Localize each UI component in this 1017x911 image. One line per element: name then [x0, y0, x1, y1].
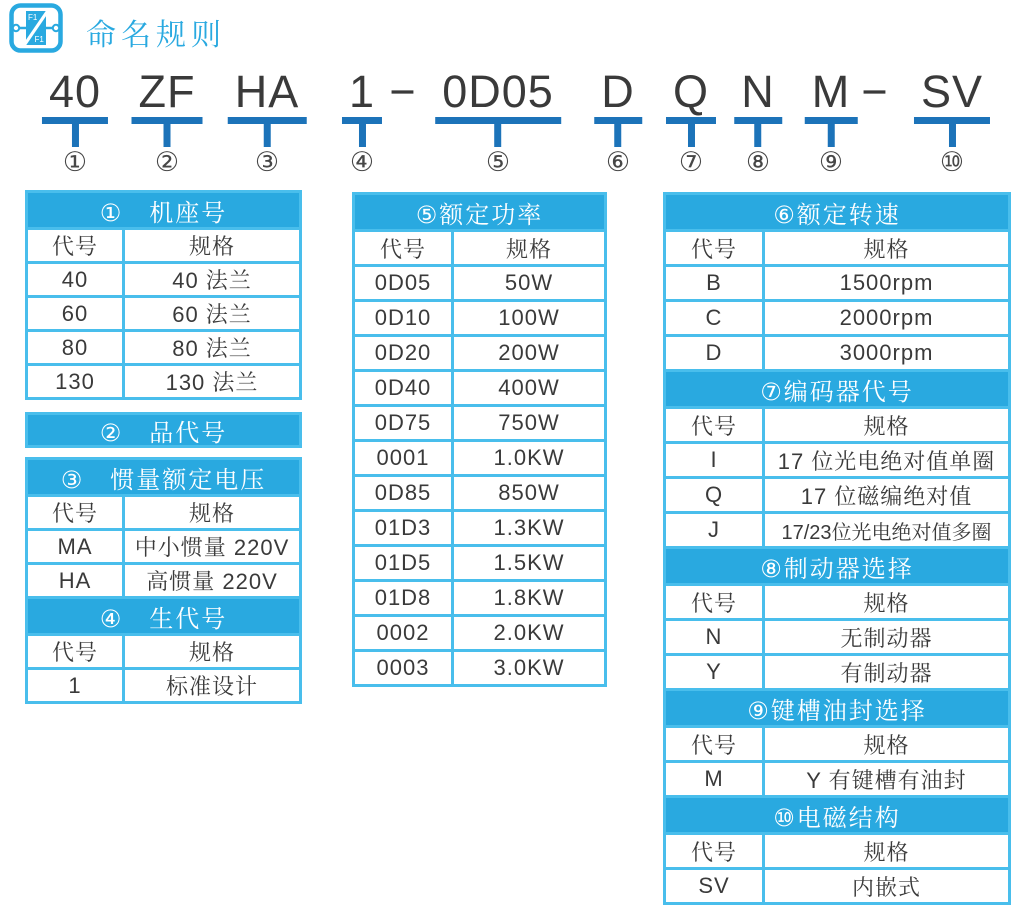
model-segment-text: 1 [348, 66, 376, 117]
table-rated-power [352, 192, 607, 687]
section-title-9: ⑨键槽油封选择 [666, 691, 1008, 725]
circled-number-3: ③ [254, 147, 280, 177]
circled-number-1: ① [62, 147, 88, 177]
underline-stem [687, 124, 694, 147]
underline-bar [228, 117, 307, 124]
cell-code: 0002 [355, 617, 451, 649]
cell-spec: 内嵌式 [765, 870, 1008, 902]
logo-icon [8, 3, 64, 53]
circled-number-8: ⑧ [745, 147, 771, 177]
underline-bar [666, 117, 716, 124]
underline-bar [42, 117, 108, 124]
cell-code: 01D3 [355, 512, 451, 544]
cell-spec: 1.5KW [454, 547, 604, 579]
section-title-7: ⑦编码器代号 [666, 372, 1008, 406]
underline-stem [72, 124, 79, 147]
circled-number-10: ⑩ [939, 147, 965, 177]
circled-number-6: ⑥ [605, 147, 631, 177]
col-header-spec: 规格 [765, 232, 1008, 264]
section-title-4: ④ 生代号 [28, 599, 299, 633]
underline-stem [949, 124, 956, 147]
cell-spec: 无制动器 [765, 621, 1008, 653]
cell-code: J [666, 514, 762, 546]
table-inertia-and-design [25, 457, 302, 704]
col-header-spec: 规格 [454, 232, 604, 264]
right-column [663, 192, 1011, 905]
col-header-code: 代号 [355, 232, 451, 264]
underline-bar [734, 117, 782, 124]
underline-bar [132, 117, 203, 124]
cell-spec: 1.0KW [454, 442, 604, 474]
model-segment-3 [235, 68, 300, 176]
model-dash [861, 68, 888, 116]
cell-spec: 2000rpm [765, 302, 1008, 334]
cell-code: 0D05 [355, 267, 451, 299]
cell-spec: 80 法兰 [125, 332, 299, 363]
cell-code: 01D5 [355, 547, 451, 579]
cell-spec: 有制动器 [765, 656, 1008, 688]
cell-spec: 标准设计 [125, 670, 299, 701]
cell-code: 01D8 [355, 582, 451, 614]
model-segment-text: Q [672, 66, 710, 117]
col-header-code: 代号 [28, 230, 122, 261]
underline-bar [435, 117, 561, 124]
model-segment-9 [812, 68, 851, 176]
page-title: 命名规则 [86, 19, 226, 52]
cell-code: Q [666, 479, 762, 511]
cell-spec: 17 位磁编绝对值 [765, 479, 1008, 511]
col-header-code: 代号 [666, 232, 762, 264]
model-dash [389, 68, 416, 116]
col-header-spec: 规格 [125, 636, 299, 667]
col-header-spec: 规格 [765, 586, 1008, 618]
underline-stem [359, 124, 366, 147]
table-product-code [25, 412, 302, 448]
model-number-diagram [0, 68, 1017, 180]
cell-spec: Y 有键槽有油封 [765, 763, 1008, 795]
cell-spec: 3.0KW [454, 652, 604, 684]
cell-code: C [666, 302, 762, 334]
cell-code: MA [28, 531, 122, 562]
cell-spec: 1.8KW [454, 582, 604, 614]
model-segment-text: N [741, 66, 775, 117]
middle-column [352, 192, 607, 687]
cell-code: B [666, 267, 762, 299]
cell-spec: 3000rpm [765, 337, 1008, 369]
model-segment-text: HA [234, 66, 300, 117]
model-segment-5 [442, 68, 554, 176]
cell-code: D [666, 337, 762, 369]
underline-stem [615, 124, 622, 147]
cell-spec: 50W [454, 267, 604, 299]
cell-code: M [666, 763, 762, 795]
cell-spec: 17 位光电绝对值单圈 [765, 444, 1008, 476]
section-title-2: ② 品代号 [28, 415, 299, 445]
section-title-10: ⑩电磁结构 [666, 798, 1008, 832]
section-title-6: ⑥额定转速 [666, 195, 1008, 229]
underline-bar [805, 117, 858, 124]
underline-stem [263, 124, 270, 147]
model-segment-text: M [811, 66, 851, 117]
col-header-spec: 规格 [125, 230, 299, 261]
underline-stem [755, 124, 762, 147]
cell-spec: 40 法兰 [125, 264, 299, 295]
cell-code: N [666, 621, 762, 653]
model-segment-4 [349, 68, 375, 176]
col-header-code: 代号 [28, 497, 122, 528]
cell-spec: 60 法兰 [125, 298, 299, 329]
section-title-1: ① 机座号 [28, 193, 299, 227]
section-title-3: ③ 惯量额定电压 [28, 460, 299, 494]
circled-number-2: ② [154, 147, 180, 177]
cell-code: Y [666, 656, 762, 688]
cell-code: 0D20 [355, 337, 451, 369]
table-frame-size [25, 190, 302, 400]
cell-code: I [666, 444, 762, 476]
cell-code: 60 [28, 298, 122, 329]
cell-code: 0D10 [355, 302, 451, 334]
cell-spec: 100W [454, 302, 604, 334]
cell-code: 40 [28, 264, 122, 295]
section-title-8: ⑧制动器选择 [666, 549, 1008, 583]
cell-spec: 200W [454, 337, 604, 369]
model-segment-8 [741, 68, 775, 176]
cell-code: 80 [28, 332, 122, 363]
circled-number-7: ⑦ [678, 147, 704, 177]
cell-code: SV [666, 870, 762, 902]
col-header-spec: 规格 [765, 728, 1008, 760]
circled-number-4: ④ [349, 147, 375, 177]
col-header-spec: 规格 [125, 497, 299, 528]
model-segment-10 [921, 68, 983, 176]
model-segment-1 [49, 68, 101, 176]
col-header-code: 代号 [28, 636, 122, 667]
cell-spec: 2.0KW [454, 617, 604, 649]
model-segment-text: 0D05 [442, 66, 554, 117]
underline-stem [494, 124, 501, 147]
cell-spec: 中小惯量 220V [125, 531, 299, 562]
model-segment-text: ZF [138, 66, 196, 117]
section-title-5: ⑤额定功率 [355, 195, 604, 229]
col-header-code: 代号 [666, 835, 762, 867]
circled-number-9: ⑨ [818, 147, 844, 177]
underline-stem [828, 124, 835, 147]
table-speed-encoder-brake-keyway-em [663, 192, 1011, 905]
dash-text: − [861, 66, 889, 117]
model-segment-6 [601, 68, 635, 176]
cell-spec: 1.3KW [454, 512, 604, 544]
logo-text-bottom: F1 [34, 35, 44, 44]
left-column [25, 190, 302, 704]
cell-code: 0001 [355, 442, 451, 474]
cell-code: 0D75 [355, 407, 451, 439]
col-header-spec: 规格 [765, 409, 1008, 441]
underline-bar [594, 117, 642, 124]
cell-spec: 400W [454, 372, 604, 404]
col-header-code: 代号 [666, 409, 762, 441]
model-segment-7 [673, 68, 709, 176]
model-segment-text: SV [920, 66, 984, 117]
logo-text-top: F1 [28, 13, 38, 22]
cell-code: 0003 [355, 652, 451, 684]
cell-code: 0D85 [355, 477, 451, 509]
col-header-code: 代号 [666, 728, 762, 760]
model-segment-text: 40 [48, 66, 102, 117]
underline-bar [342, 117, 382, 124]
col-header-spec: 规格 [765, 835, 1008, 867]
circled-number-5: ⑤ [485, 147, 511, 177]
cell-code: 1 [28, 670, 122, 701]
underline-bar [914, 117, 990, 124]
underline-stem [163, 124, 170, 147]
cell-spec: 130 法兰 [125, 366, 299, 397]
col-header-code: 代号 [666, 586, 762, 618]
cell-spec: 750W [454, 407, 604, 439]
cell-spec: 高惯量 220V [125, 565, 299, 596]
cell-code: 0D40 [355, 372, 451, 404]
model-segment-2 [139, 68, 196, 176]
model-segment-text: D [601, 66, 635, 117]
cell-code: HA [28, 565, 122, 596]
dash-text: − [389, 66, 417, 117]
cell-spec: 850W [454, 477, 604, 509]
cell-spec: 17/23位光电绝对值多圈 [765, 514, 1008, 546]
cell-spec: 1500rpm [765, 267, 1008, 299]
cell-code: 130 [28, 366, 122, 397]
